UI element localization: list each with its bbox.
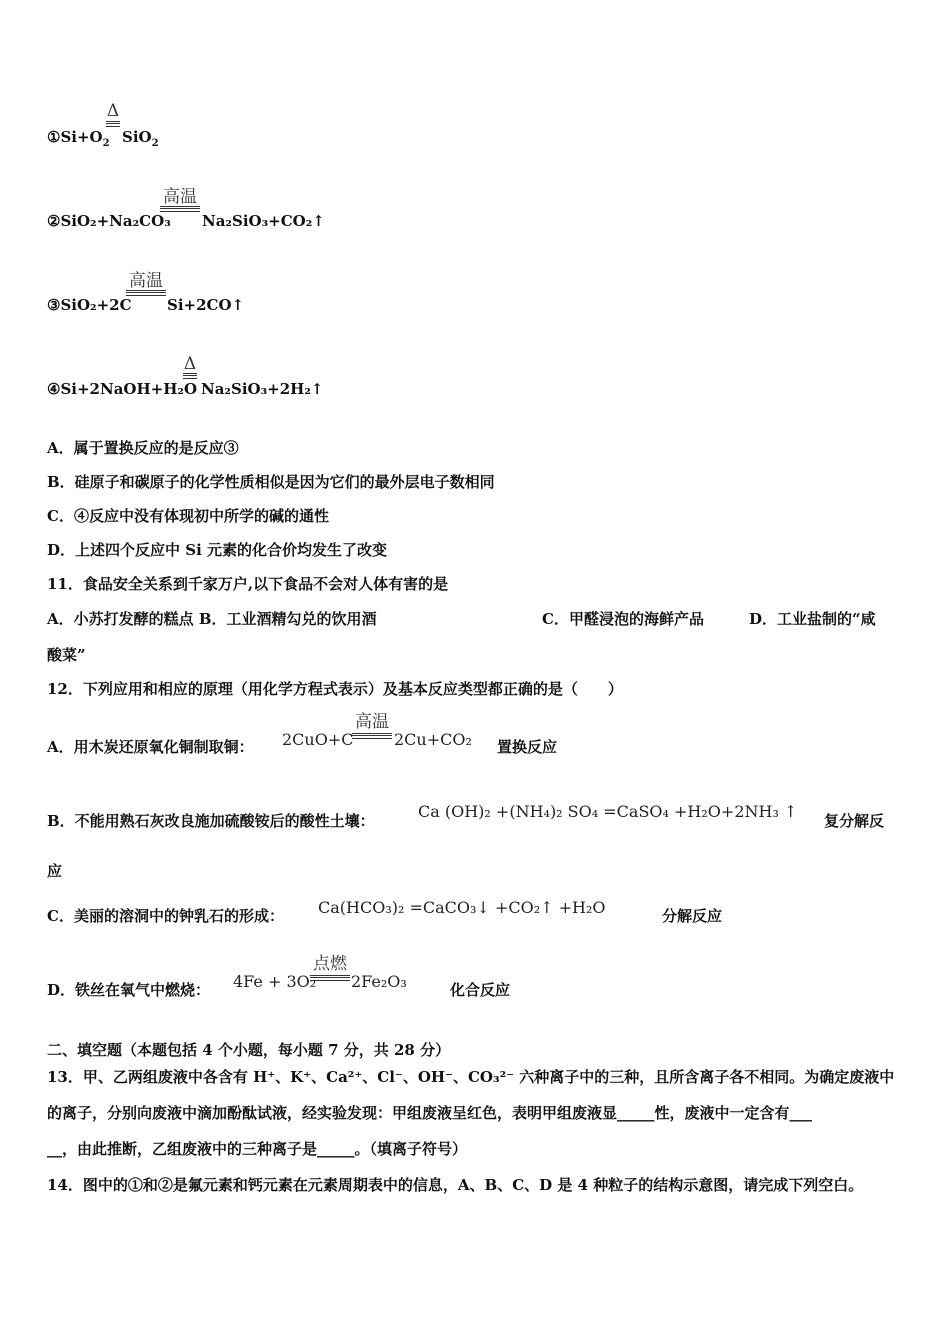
q12-option-d-label: D．铁丝在氧气中燃烧： — [47, 981, 211, 999]
q13-line-3: __，由此推断，乙组废液中的三种离子是_____。（填离子符号） — [47, 1140, 468, 1158]
q11-option-d-continued: 酸菜” — [47, 646, 86, 664]
reaction-4-condition: Δ — [183, 354, 197, 374]
q12-option-b-equation: Ca (OH)₂ +(NH₄)₂ SO₄ =CaSO₄ +H₂O+2NH₃ ↑ — [418, 802, 798, 821]
reaction-1-products: SiO$_2$ — [122, 128, 159, 149]
reaction-4-reactants: ④Si+2NaOH+H₂O — [47, 380, 198, 398]
reaction-2-products: Na₂SiO₃+CO₂↑ — [202, 212, 325, 230]
q10-option-a: A．属于置换反应的是反应③ — [47, 439, 239, 457]
reaction-3-reactants: ③SiO₂+2C — [47, 296, 132, 314]
q12-option-a-reactants: 2CuO+C — [282, 730, 354, 749]
q10-option-c: C．④反应中没有体现初中所学的碱的通性 — [47, 507, 329, 525]
q12-option-b-type: 复分解反 — [824, 812, 885, 830]
q12-option-a-products: 2Cu+CO₂ — [394, 730, 472, 749]
q12-option-c-label: C．美丽的溶洞中的钟乳石的形成： — [47, 907, 284, 925]
q11-option-c: C．甲醛浸泡的海鲜产品 — [542, 610, 704, 628]
section-2-title: 二、填空题（本题包括 4 个小题，每小题 7 分，共 28 分） — [47, 1041, 451, 1059]
q12-option-d-type: 化合反应 — [450, 981, 511, 999]
q12-option-b-label: B．不能用熟石灰改良施加硫酸铵后的酸性土壤： — [47, 812, 375, 830]
reaction-4-products: Na₂SiO₃+2H₂↑ — [201, 380, 324, 398]
q13-line-2: 的离子，分别向废液中滴加酚酞试液，经实验发现：甲组废液呈红色，表明甲组废液显_____性，废液中一定含有___ — [47, 1104, 813, 1122]
q12-option-d-condition: 点燃 — [313, 954, 347, 974]
q12-option-d-equal-sign — [310, 975, 350, 981]
q11-stem: 11．食品安全关系到千家万户,以下食品不会对人体有害的是 — [47, 575, 449, 593]
q12-option-a-type: 置换反应 — [497, 738, 558, 756]
q12-option-a-label: A．用木炭还原氧化铜制取铜： — [47, 738, 254, 756]
q12-option-b-type-continued: 应 — [47, 862, 63, 880]
q11-options-ab: A．小苏打发酵的糕点 B．工业酒精勾兑的饮用酒 — [47, 610, 377, 628]
reaction-1-reactants: $①Si+O_2$ — [47, 128, 110, 149]
reaction-2-reactants: ②SiO₂+Na₂CO₃ — [47, 212, 171, 230]
reaction-3-condition: 高温 — [129, 271, 163, 291]
q12-option-c-type: 分解反应 — [662, 907, 723, 925]
reaction-3-equal-sign — [126, 290, 166, 296]
q12-stem: 12．下列应用和相应的原理（用化学方程式表示）及基本反应类型都正确的是（ ） — [47, 680, 623, 698]
q12-option-d-reactants: 4Fe + 3O₂ — [233, 972, 317, 991]
q13-line-1: 13．甲、乙两组废液中各含有 H⁺、K⁺、Ca²⁺、Cl⁻、OH⁻、CO₃²⁻ 六种离子中的三种，且所含离子各不相同。为确定废液中 — [47, 1068, 895, 1086]
reaction-1-condition: Δ — [106, 101, 120, 121]
q10-option-b: B．硅原子和碳原子的化学性质相似是因为它们的最外层电子数相同 — [47, 473, 495, 491]
q12-option-a-condition: 高温 — [355, 712, 389, 732]
reaction-2-condition: 高温 — [163, 187, 197, 207]
q12-option-a-equal-sign — [352, 733, 392, 739]
q14-stem: 14．图中的①和②是氟元素和钙元素在元素周期表中的信息，A、B、C、D 是 4 种粒子的结构示意图，请完成下列空白。 — [47, 1176, 864, 1194]
q11-option-d: D．工业盐制的“咸 — [749, 610, 876, 628]
q12-option-c-equation: Ca(HCO₃)₂ =CaCO₃↓ +CO₂↑ +H₂O — [318, 898, 606, 917]
q12-option-d-products: 2Fe₂O₃ — [351, 972, 407, 991]
q10-option-d: D．上述四个反应中 Si 元素的化合价均发生了改变 — [47, 541, 387, 559]
reaction-3-products: Si+2CO↑ — [167, 296, 245, 314]
